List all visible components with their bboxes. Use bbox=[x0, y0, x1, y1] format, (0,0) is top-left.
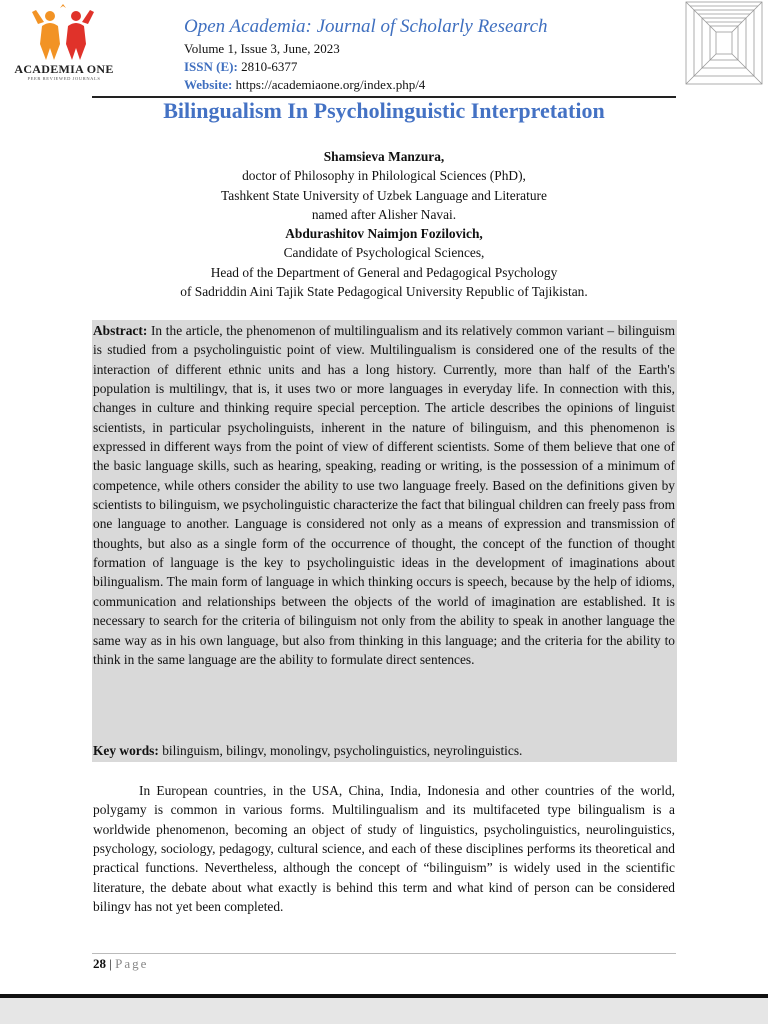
footer-divider bbox=[92, 953, 676, 954]
website-label: Website: bbox=[184, 77, 233, 92]
author-name: Shamsieva Manzura, bbox=[323, 149, 445, 164]
viewer-bottom-area bbox=[0, 998, 768, 1024]
logo-tagline: PEER REVIEWED JOURNALS bbox=[27, 76, 101, 81]
abstract bbox=[93, 321, 675, 669]
keywords-label: Key words: bbox=[93, 743, 159, 758]
author-affiliation-line: Head of the Department of General and Pedagogical Psychology bbox=[210, 264, 558, 280]
keywords-text: bilinguism, bilingv, monolingv, psycholinguistics, neyrolinguistics. bbox=[162, 743, 523, 758]
issn-value: 2810-6377 bbox=[241, 59, 298, 74]
keywords bbox=[93, 741, 675, 760]
page-footer bbox=[93, 956, 148, 972]
author-name: Abdurashitov Naimjon Fozilovich, bbox=[285, 226, 483, 242]
author-affiliation-line: Tashkent State University of Uzbek Language and Literature bbox=[221, 187, 547, 203]
page-separator: | bbox=[109, 956, 112, 971]
author-affiliation-line: Candidate of Psychological Sciences, bbox=[283, 245, 485, 261]
tunnel-perspective-icon bbox=[684, 0, 764, 88]
author-block bbox=[90, 147, 678, 301]
logo-wordmark: ACADEMIA ONE bbox=[14, 62, 114, 76]
academia-one-logo bbox=[8, 4, 120, 80]
page-label: Page bbox=[115, 956, 149, 971]
volume-info: Volume 1, Issue 3, June, 2023 bbox=[184, 41, 340, 56]
website-link[interactable]: https://academiaone.org/index.php/4 bbox=[235, 77, 426, 92]
author-affiliation-line: doctor of Philosophy in Philological Sciences (PhD), bbox=[242, 168, 526, 184]
author-affiliation-line: of Sadriddin Aini Tajik State Pedagogical University Republic of Tajikistan. bbox=[180, 284, 588, 300]
issn-label: ISSN (E): bbox=[184, 59, 238, 74]
body-paragraph: In European countries, in the USA, China, India, Indonesia and other countries of the world, polygamy is common in various forms. Multilingualism and its multifaceted type bilingualism is a worldwide phenomenon, becoming an object of study of linguistics, psycholinguistics, neurolinguistics, psychology, sociology, pedagogy, cultural science, and each of these disciplines performs its theoretical and practical functions. Nevertheless, although the concept of “bilinguism” is widely used in the scientific literature, the debate about what exactly is behind this term and what kind of person can be considered bilingv has not yet been completed. bbox=[93, 783, 675, 915]
page-number: 28 bbox=[93, 956, 106, 971]
website-line bbox=[184, 77, 425, 93]
paper-title: Bilingualism In Psycholinguistic Interpretation bbox=[163, 98, 605, 123]
abstract-label: Abstract: bbox=[93, 323, 148, 338]
journal-header bbox=[0, 0, 768, 100]
abstract-text: In the article, the phenomenon of multilingualism and its relatively common variant – bilinguism is studied from a psycholinguistic point of view. Multilingualism is considered one of the results of the interaction of different ethnic units and has a long history. Currently, more than half of the Earth's population is multilingv, that is, it uses two or more languages in everyday life. In connection with this, changes in culture and thinking require special perception. The article describes the opinions of linguist scientists, in particular psycholinguists, inherent in the nature of bilinguism, and this phenomenon is expressed in different ways from the point of view of different scientists. Some of them believe that one of the basic language skills, such as hearing, speaking, reading or writing, is the possession of a minimum of competence, while others consider the ability to use two language freely. Based on the definitions given by scientists to bilinguism, we psycholinguistic characterize the fact that bilingual children can freely pass from one language to another. Language is considered not only as a means of expression and transmission of thoughts, but also as a single form of the occurrence of thought, the concept of the function of thought formation of language is the key to psycholinguistic ideas in the development of imaginations about bilingualism. The main form of language in which thinking occurs is speech, because by the help of idioms, communication and relationships between the objects of the world of imagination are established. It is necessary to search for the criteria of bilinguism not only from the ability to speak in another language the same way as in his own language, but also from thinking in this language; and the criteria for the ability to think in the same language are the ability to formulate direct sentences. bbox=[93, 323, 675, 667]
people-logo-icon bbox=[30, 4, 98, 62]
author-affiliation-line: named after Alisher Navai. bbox=[311, 206, 457, 222]
journal-title: Open Academia: Journal of Scholarly Research bbox=[184, 16, 548, 37]
issn-line bbox=[184, 59, 297, 75]
